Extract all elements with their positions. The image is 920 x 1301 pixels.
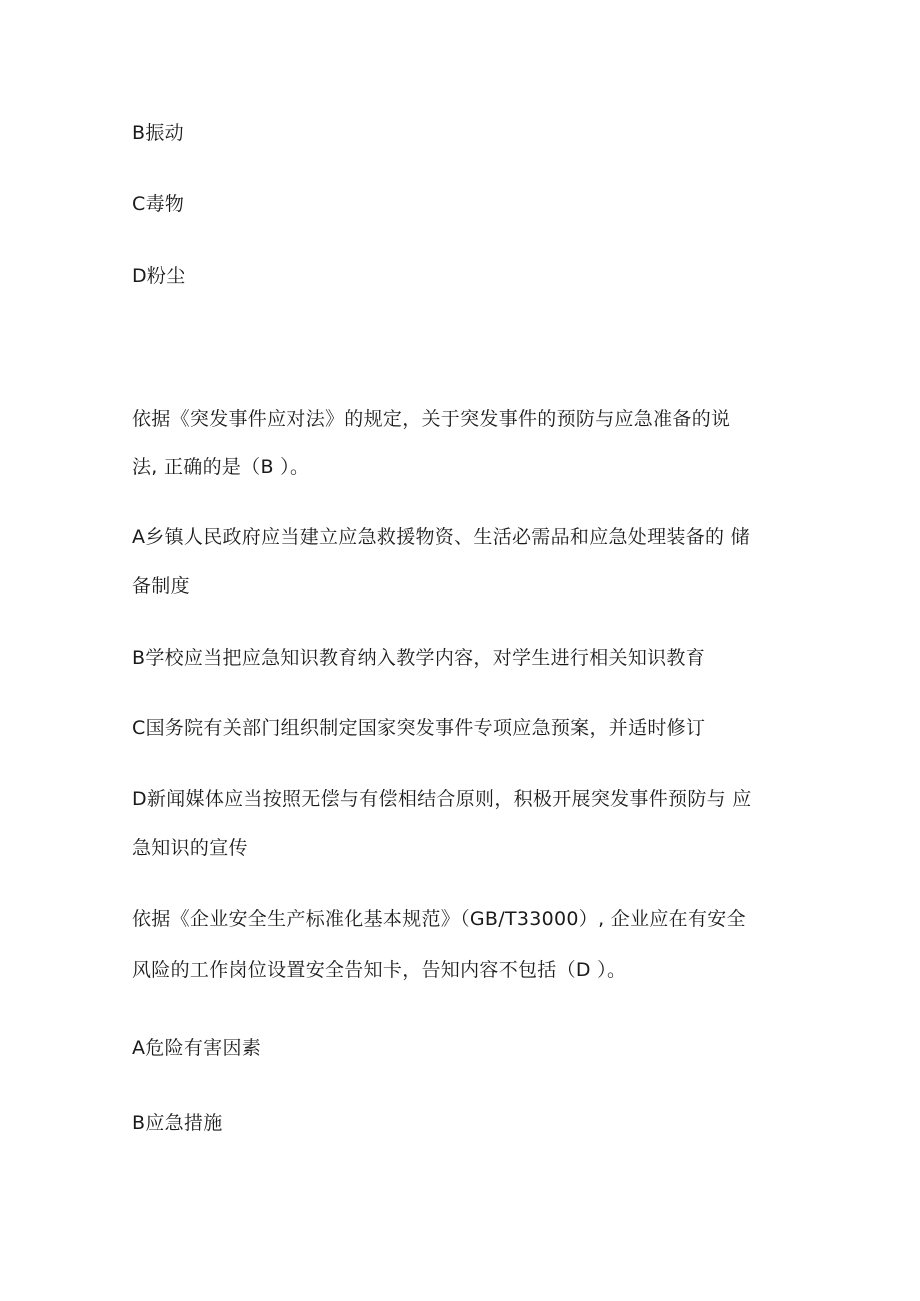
option-a-hazard-factors: A危险有害因素 <box>132 1037 262 1059</box>
option-d-media-line-1: D新闻媒体应当按照无偿与有偿相结合原则，积极开展突发事件预防与 应 <box>132 788 752 810</box>
option-b-emergency-measures: B应急措施 <box>132 1112 223 1134</box>
option-a-township-line-2: 备制度 <box>132 575 190 597</box>
option-d-media-line-2: 急知识的宣传 <box>132 837 248 859</box>
question-safety-standard-line-1: 依据《企业安全生产标准化基本规范》（GB/T33000）, 企业应在有安全 <box>132 908 746 930</box>
option-b-school: B学校应当把应急知识教育纳入教学内容，对学生进行相关知识教育 <box>132 647 706 669</box>
option-a-township-line-1: A乡镇人民政府应当建立应急救援物资、生活必需品和应急处理装备的 储 <box>132 526 750 548</box>
option-c-poison: C毒物 <box>132 193 185 215</box>
question-emergency-law-line-1: 依据《突发事件应对法》的规定，关于突发事件的预防与应急准备的说 <box>132 408 731 430</box>
question-safety-standard-line-2: 风险的工作岗位设置安全告知卡，告知内容不包括（D ）。 <box>132 959 627 981</box>
option-b-vibration: B振动 <box>132 122 184 144</box>
option-c-state-council: C国务院有关部门组织制定国家突发事件专项应急预案，并适时修订 <box>132 717 706 739</box>
question-emergency-law-line-2: 法, 正确的是（B ）。 <box>132 456 310 478</box>
option-d-dust: D粉尘 <box>132 265 186 287</box>
